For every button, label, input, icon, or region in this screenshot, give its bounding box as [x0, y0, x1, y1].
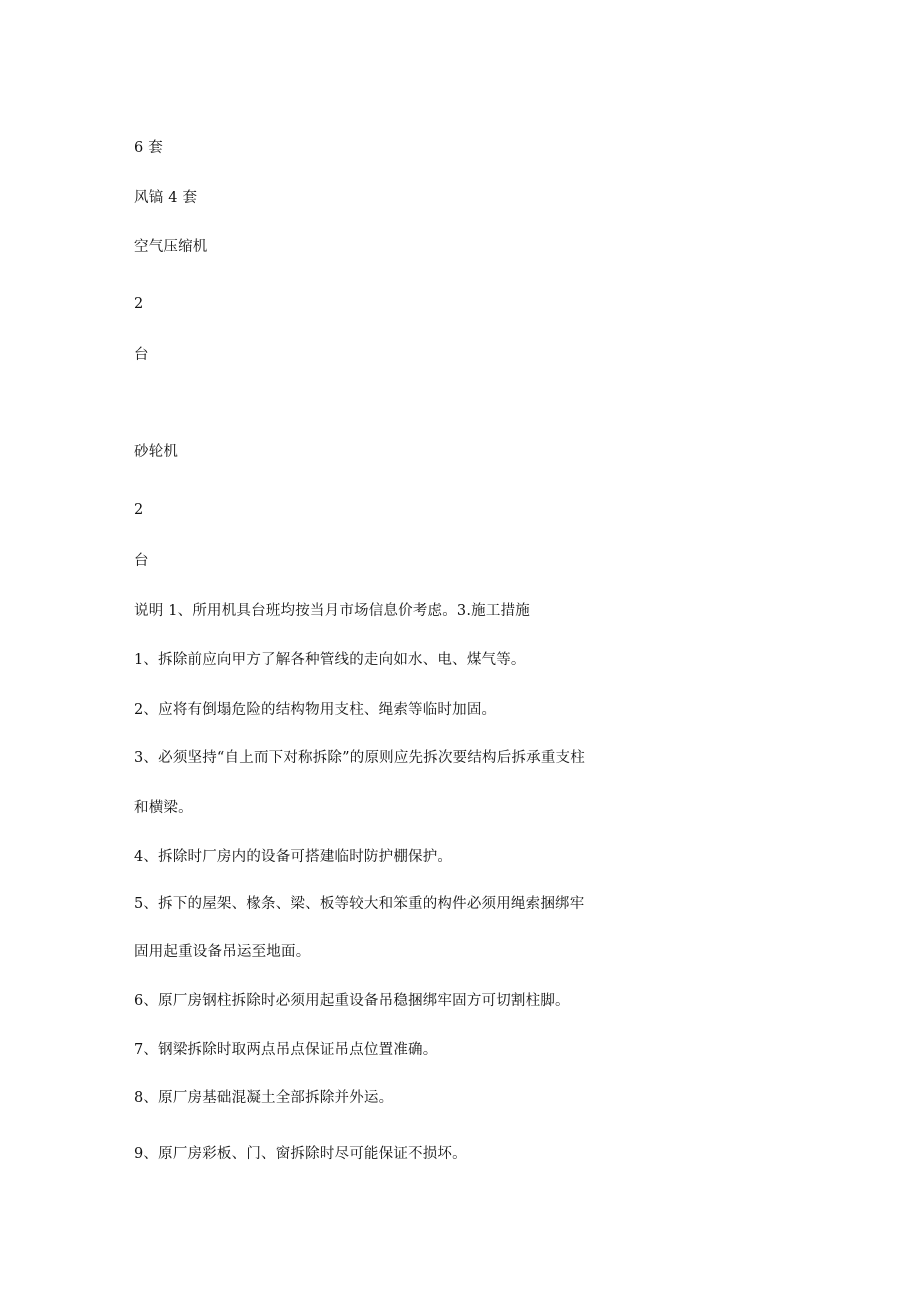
equipment-unit-line: 台 — [134, 347, 149, 363]
equipment-qty-line: 2 — [134, 502, 144, 518]
measure-item-1: 1、拆除前应向甲方了解各种管线的走向如水、电、煤气等。 — [134, 652, 526, 668]
measure-item-2: 2、应将有倒塌危险的结构物用支柱、绳索等临时加固。 — [134, 702, 497, 718]
equipment-air-pick-line: 风镐 4 套 — [134, 190, 198, 206]
measure-item-3: 3、必须坚持“自上而下对称拆除”的原则应先拆次要结构后拆承重支柱 — [134, 750, 585, 766]
measure-item-8: 8、原厂房基础混凝土全部拆除并外运。 — [134, 1090, 394, 1106]
measure-item-9: 9、原厂房彩板、门、窗拆除时尽可能保证不损坏。 — [134, 1146, 467, 1162]
measure-item-3-continued: 和横梁。 — [134, 800, 193, 816]
equipment-qty-line: 6 套 — [134, 140, 163, 156]
measure-item-7: 7、钢梁拆除时取两点吊点保证吊点位置准确。 — [134, 1042, 438, 1058]
measure-item-4: 4、拆除时厂房内的设备可搭建临时防护棚保护。 — [134, 849, 453, 865]
equipment-qty-line: 2 — [134, 296, 144, 312]
equipment-grinder-line: 砂轮机 — [134, 444, 179, 460]
measure-item-5-continued: 固用起重设备吊运至地面。 — [134, 944, 311, 960]
equipment-air-compressor-line: 空气压缩机 — [134, 239, 208, 255]
measure-item-6: 6、原厂房钢柱拆除时必须用起重设备吊稳捆绑牢固方可切割柱脚。 — [134, 993, 570, 1009]
note-paragraph: 说明 1、所用机具台班均按当月市场信息价考虑。3.施工措施 — [134, 603, 530, 619]
equipment-unit-line: 台 — [134, 553, 149, 569]
measure-item-5: 5、拆下的屋架、椽条、梁、板等较大和笨重的构件必须用绳索捆绑牢 — [134, 896, 585, 912]
